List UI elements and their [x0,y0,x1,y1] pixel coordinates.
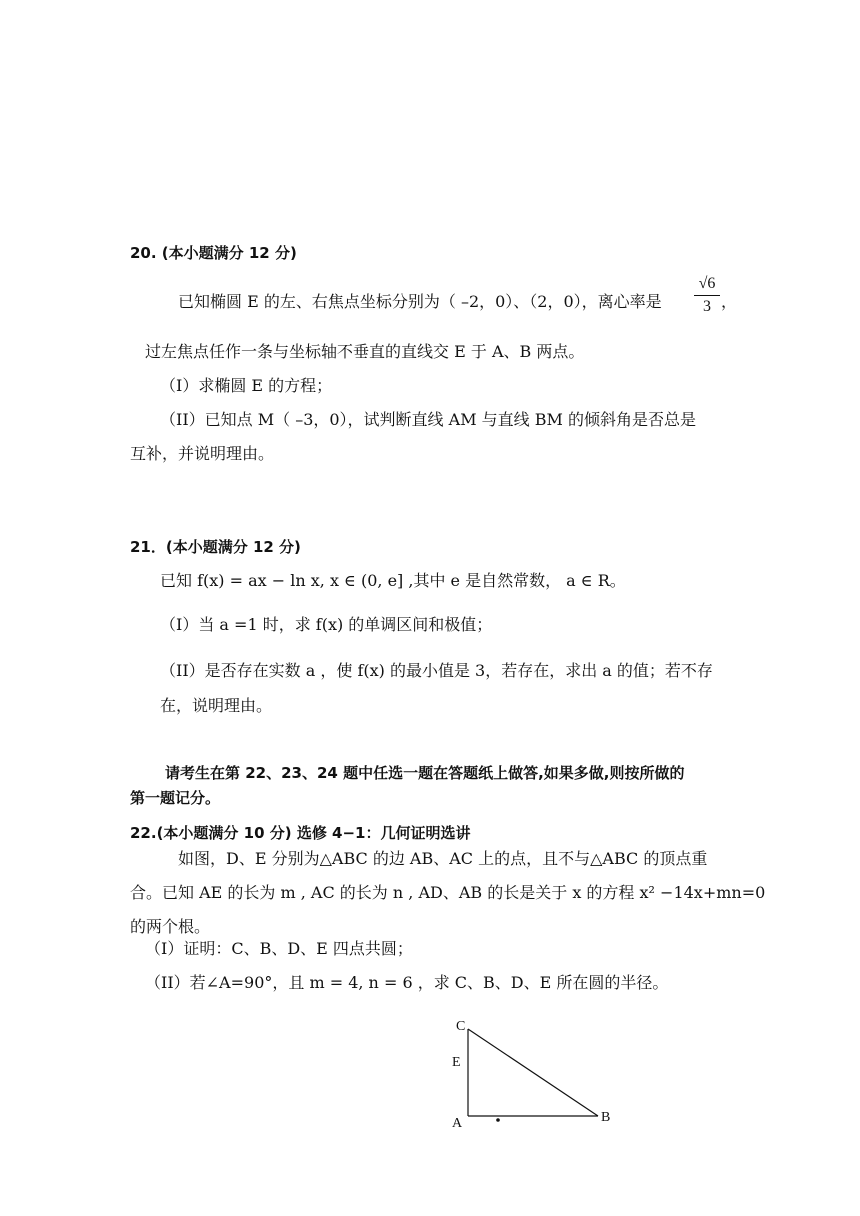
q20-heading: 20. (本小题满分 12 分) [130,244,297,262]
q22-line2: 合。已知 AE 的长为 m , AC 的长为 n , AD、AB 的长是关于 x 的方程 x² −14x+mn=0 [130,883,766,902]
q20-line1: 已知椭圆 E 的左、右焦点坐标分别为（ –2，0）、（2，0），离心率是 [178,292,662,311]
q20-line2: 过左焦点任作一条与坐标轴不垂直的直线交 E 于 A、B 两点。 [145,342,585,361]
q20-line1-end: ， [721,292,738,311]
q21-heading: 21．(本小题满分 12 分) [130,538,301,556]
q22-line3: 的两个根。 [130,917,211,936]
q20-fraction-numerator: √6 [698,275,716,292]
q21-part1: （I）当 a =1 时，求 f(x) 的单调区间和极值； [160,615,493,634]
q20-part2-line2: 互补，并说明理由。 [130,444,275,463]
side-cb [468,1029,598,1116]
q22-part2: （II）若∠A=90°，且 m = 4, n = 6 ，求 C、B、D、E 所在圆的半径。 [145,973,669,992]
label-c: C [456,1019,466,1034]
fraction-bar [694,295,720,296]
label-a: A [452,1116,463,1131]
q20-part1: （I）求椭圆 E 的方程； [160,376,333,395]
label-e: E [452,1055,461,1070]
q20-fraction-denominator: 3 [703,298,711,315]
label-b: B [601,1110,611,1125]
q20-part2-line1: （II）已知点 M（ –3，0），试判断直线 AM 与直线 BM 的倾斜角是否总是 [160,410,696,429]
point-d [496,1118,500,1122]
q22-heading: 22.(本小题满分 10 分) 选修 4−1：几何证明选讲 [130,824,471,842]
q22-line1: 如图，D、E 分别为△ABC 的边 AB、AC 上的点，且不与△ABC 的顶点重 [178,849,708,868]
q21-part2-line1: （II）是否存在实数 a ，使 f(x) 的最小值是 3，若存在，求出 a 的值；若不存 [160,661,713,680]
notice-line1: 请考生在第 22、23、24 题中任选一题在答题纸上做答,如果多做,则按所做的 [165,764,685,782]
q21-line1: 已知 f(x) = ax − ln x, x ∈ (0, e] ,其中 e 是自然常数， a ∈ R。 [160,571,626,590]
q22-part1: （I）证明：C、B、D、E 四点共圆； [145,939,413,958]
q21-part2-line2: 在，说明理由。 [160,696,273,715]
q20-fraction [694,275,720,316]
notice-line2: 第一题记分。 [130,789,221,807]
